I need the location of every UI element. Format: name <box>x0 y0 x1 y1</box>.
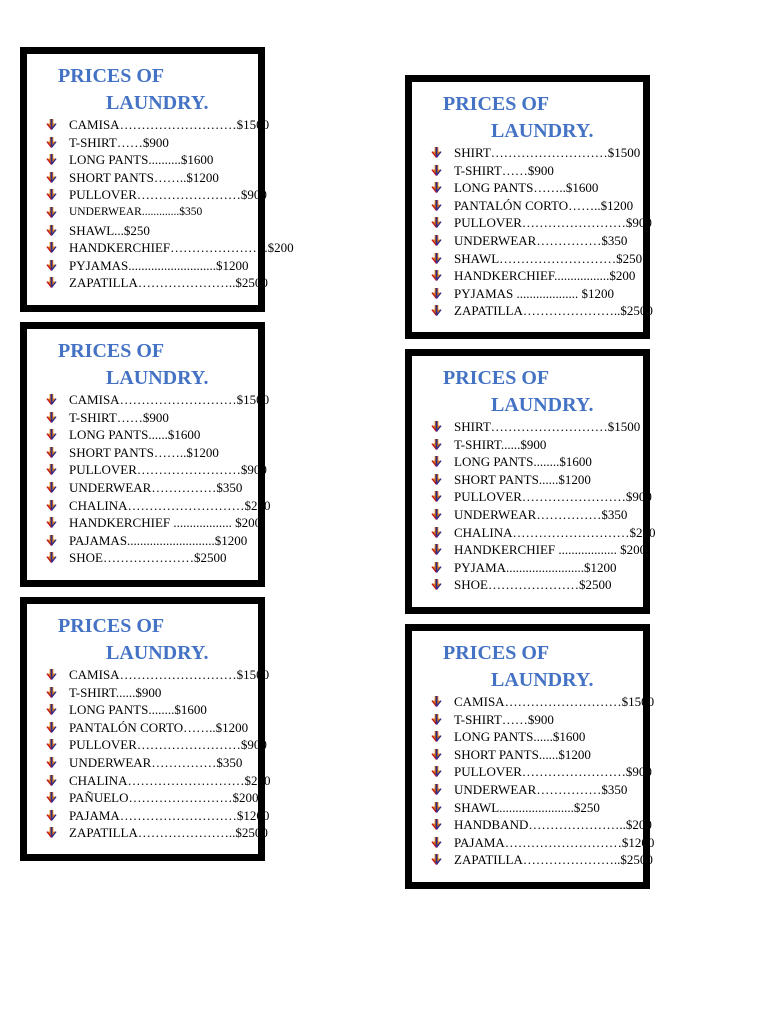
price-list-item <box>431 799 654 817</box>
price-item-text: SHORT PANTS……..$1200 <box>69 444 219 460</box>
price-list-item <box>431 471 656 489</box>
down-arrow-bullet-icon <box>431 439 442 450</box>
price-list-item <box>431 576 656 594</box>
price-list-item <box>46 426 271 444</box>
down-arrow-bullet-icon <box>431 579 442 590</box>
price-list-item <box>46 169 294 187</box>
down-arrow-bullet-icon <box>46 775 57 786</box>
price-item-text: SHAWL………………………$250 <box>454 250 643 266</box>
down-arrow-bullet-icon <box>431 544 442 555</box>
down-arrow-bullet-icon <box>431 421 442 432</box>
down-arrow-bullet-icon <box>431 182 442 193</box>
down-arrow-bullet-icon <box>46 482 57 493</box>
price-item-text: HANDKERCHIEF.................$200 <box>454 268 636 284</box>
price-item-text: HANDKERCHIEF .................. $200 <box>454 542 647 558</box>
price-item-text: CHALINA………………………$250 <box>69 772 271 788</box>
card-title-line1: PRICES OF <box>58 65 165 87</box>
card-title-line1: PRICES OF <box>58 340 165 362</box>
price-card-5 <box>20 597 271 861</box>
price-card-1 <box>20 47 294 312</box>
down-arrow-bullet-icon <box>431 854 442 865</box>
down-arrow-bullet-icon <box>431 200 442 211</box>
price-item-text: CAMISA………………………$1500 <box>69 117 270 132</box>
price-item-text: SHAWL.......................$250 <box>454 799 600 815</box>
price-item-text: PAÑUELO……………………$200 <box>69 790 259 806</box>
down-arrow-bullet-icon <box>46 154 57 165</box>
price-item-text: UNDERWEAR……………$350 <box>69 479 243 495</box>
down-arrow-bullet-icon <box>46 172 57 183</box>
price-item-text: PYJAMAS ................... $1200 <box>454 285 614 301</box>
price-item-text: PAJAMA………………………$1200 <box>69 807 270 823</box>
price-item-text: T-SHIRT……$900 <box>454 162 554 178</box>
price-list-item <box>46 824 271 842</box>
down-arrow-bullet-icon <box>46 137 57 148</box>
down-arrow-bullet-icon <box>431 217 442 228</box>
price-item-text: CAMISA………………………$1500 <box>69 667 270 682</box>
price-item-text: ZAPATILLA…………………..$2500 <box>454 852 653 868</box>
price-list-item <box>46 186 294 204</box>
down-arrow-bullet-icon <box>46 722 57 733</box>
price-list-item <box>46 151 294 169</box>
price-item-text: UNDERWEAR……………$350 <box>454 232 628 248</box>
down-arrow-bullet-icon <box>431 491 442 502</box>
price-list-item <box>431 506 656 524</box>
down-arrow-bullet-icon <box>431 474 442 485</box>
down-arrow-bullet-icon <box>46 242 57 253</box>
price-list-item <box>431 711 654 729</box>
price-item-text: PULLOVER……………………$900 <box>69 737 267 753</box>
down-arrow-bullet-icon <box>431 305 442 316</box>
price-list-item <box>431 179 653 197</box>
down-arrow-bullet-icon <box>46 464 57 475</box>
price-list-item <box>46 736 271 754</box>
down-arrow-bullet-icon <box>46 394 57 405</box>
down-arrow-bullet-icon <box>46 827 57 838</box>
price-item-text: LONG PANTS........$1600 <box>69 702 207 718</box>
price-list-item <box>46 461 271 479</box>
price-list-item <box>431 781 654 799</box>
price-list-item <box>46 754 271 772</box>
down-arrow-bullet-icon <box>46 412 57 423</box>
card-title-line2: LAUNDRY. <box>106 92 209 114</box>
down-arrow-bullet-icon <box>431 147 442 158</box>
price-item-text: CHALINA………………………$250 <box>69 497 271 513</box>
price-list-item <box>431 816 654 834</box>
price-list-item <box>431 250 653 268</box>
price-item-text: SHORT PANTS......$1200 <box>454 746 591 762</box>
price-list-item <box>431 418 656 436</box>
price-list-item <box>46 134 294 152</box>
price-list-item <box>431 746 654 764</box>
down-arrow-bullet-icon <box>431 253 442 264</box>
price-item-text: T-SHIRT......$900 <box>69 684 162 700</box>
down-arrow-bullet-icon <box>46 669 57 680</box>
card-title-line1: PRICES OF <box>58 615 165 637</box>
down-arrow-bullet-icon <box>431 270 442 281</box>
price-item-text: HANDBAND…………………..$200 <box>454 817 652 833</box>
down-arrow-bullet-icon <box>46 500 57 511</box>
down-arrow-bullet-icon <box>46 260 57 271</box>
down-arrow-bullet-icon <box>46 739 57 750</box>
price-list-item <box>431 302 653 320</box>
down-arrow-bullet-icon <box>431 509 442 520</box>
price-item-text: PANTALÓN CORTO……..$1200 <box>69 719 249 735</box>
card-title-line2: LAUNDRY. <box>491 669 594 691</box>
down-arrow-bullet-icon <box>431 456 442 467</box>
down-arrow-bullet-icon <box>431 235 442 246</box>
down-arrow-bullet-icon <box>46 447 57 458</box>
price-list-item <box>431 763 654 781</box>
down-arrow-bullet-icon <box>46 552 57 563</box>
price-item-text: LONG PANTS……..$1600 <box>454 180 599 196</box>
price-list <box>431 418 656 594</box>
price-list-item <box>46 701 271 719</box>
price-item-text: CHALINA………………………$250 <box>454 524 656 540</box>
price-list-item <box>431 285 653 303</box>
price-list-item <box>46 789 271 807</box>
price-item-text: T-SHIRT……$900 <box>454 711 554 727</box>
price-item-text: SHIRT………………………$1500 <box>454 419 641 434</box>
down-arrow-bullet-icon <box>46 687 57 698</box>
price-list-item <box>431 693 654 711</box>
price-list-item <box>431 728 654 746</box>
price-list-item <box>46 409 271 427</box>
price-item-text: CAMISA………………………$1500 <box>454 694 655 709</box>
price-item-text: PYJAMAS...........................$1200 <box>69 257 249 273</box>
price-list-item <box>46 532 271 550</box>
price-item-text: LONG PANTS..........$1600 <box>69 152 214 168</box>
price-list-item <box>46 204 294 222</box>
price-list-item <box>46 719 271 737</box>
price-list <box>46 666 271 842</box>
price-item-text: ZAPATILLA…………………..$2500 <box>454 303 653 319</box>
price-item-text: UNDERWEAR……………$350 <box>454 506 628 522</box>
price-list-item <box>46 257 294 275</box>
down-arrow-bullet-icon <box>46 277 57 288</box>
down-arrow-bullet-icon <box>46 810 57 821</box>
price-item-text: PULLOVER……………………$900 <box>454 215 652 231</box>
down-arrow-bullet-icon <box>46 225 57 236</box>
price-item-text: HANDKERCHIEF…………………..$200 <box>69 240 294 256</box>
price-list-item <box>46 666 271 684</box>
price-list <box>46 116 294 292</box>
price-item-text: SHORT PANTS......$1200 <box>454 471 591 487</box>
price-item-text: UNDERWEAR……………$350 <box>454 781 628 797</box>
down-arrow-bullet-icon <box>46 757 57 768</box>
price-list-item <box>431 453 656 471</box>
down-arrow-bullet-icon <box>431 749 442 760</box>
price-list <box>431 144 653 320</box>
down-arrow-bullet-icon <box>431 731 442 742</box>
price-item-text: PULLOVER……………………$900 <box>69 462 267 478</box>
down-arrow-bullet-icon <box>431 837 442 848</box>
price-list-item <box>46 222 294 240</box>
down-arrow-bullet-icon <box>431 562 442 573</box>
price-item-text: LONG PANTS......$1600 <box>454 729 586 745</box>
down-arrow-bullet-icon <box>431 165 442 176</box>
down-arrow-bullet-icon <box>46 792 57 803</box>
price-list-item <box>431 524 656 542</box>
price-item-text: CAMISA………………………$1500 <box>69 392 270 407</box>
down-arrow-bullet-icon <box>46 119 57 130</box>
down-arrow-bullet-icon <box>431 527 442 538</box>
price-list-item <box>46 116 294 134</box>
price-list-item <box>431 436 656 454</box>
down-arrow-bullet-icon <box>46 189 57 200</box>
price-list-item <box>46 549 271 567</box>
price-item-text: SHIRT………………………$1500 <box>454 145 641 160</box>
price-card-2 <box>405 75 653 339</box>
down-arrow-bullet-icon <box>431 819 442 830</box>
price-list-item <box>431 267 653 285</box>
price-item-text: UNDERWEAR.............$350 <box>69 205 203 218</box>
price-list-item <box>46 772 271 790</box>
price-list-item <box>431 559 656 577</box>
price-list-item <box>46 479 271 497</box>
price-item-text: LONG PANTS........$1600 <box>454 454 592 470</box>
price-list <box>46 391 271 567</box>
price-item-text: PAJAMA………………………$1200 <box>454 834 655 850</box>
price-item-text: LONG PANTS......$1600 <box>69 427 201 443</box>
card-title-line2: LAUNDRY. <box>106 367 209 389</box>
price-list-item <box>46 514 271 532</box>
price-list-item <box>431 541 656 559</box>
price-list <box>431 693 654 869</box>
down-arrow-bullet-icon <box>46 517 57 528</box>
price-item-text: SHOE…………………$2500 <box>454 577 612 593</box>
price-list-item <box>431 162 653 180</box>
card-title-line2: LAUNDRY. <box>491 394 594 416</box>
price-item-text: SHAWL...$250 <box>69 222 150 238</box>
card-title-line1: PRICES OF <box>443 642 550 664</box>
price-list-item <box>431 197 653 215</box>
price-list-item <box>431 214 653 232</box>
price-item-text: PULLOVER……………………$900 <box>454 764 652 780</box>
price-list-item <box>431 232 653 250</box>
price-item-text: PULLOVER……………………$900 <box>454 489 652 505</box>
price-card-6 <box>405 624 655 889</box>
price-item-text: PANTALÓN CORTO……..$1200 <box>454 197 634 213</box>
price-item-text: UNDERWEAR……………$350 <box>69 754 243 770</box>
price-item-text: SHOE…………………$2500 <box>69 550 227 566</box>
price-item-text: PULLOVER……………………$900 <box>69 187 267 203</box>
price-item-text: T-SHIRT......$900 <box>454 436 547 452</box>
price-item-text: SHORT PANTS……..$1200 <box>69 169 219 185</box>
price-list-item <box>46 684 271 702</box>
card-title-line2: LAUNDRY. <box>491 120 594 142</box>
down-arrow-bullet-icon <box>431 784 442 795</box>
down-arrow-bullet-icon <box>46 535 57 546</box>
price-item-text: T-SHIRT……$900 <box>69 409 169 425</box>
down-arrow-bullet-icon <box>46 207 57 218</box>
down-arrow-bullet-icon <box>46 429 57 440</box>
down-arrow-bullet-icon <box>431 802 442 813</box>
price-list-item <box>46 239 294 257</box>
price-card-3 <box>20 322 271 587</box>
down-arrow-bullet-icon <box>431 766 442 777</box>
price-list-item <box>431 851 654 869</box>
price-list-item <box>46 444 271 462</box>
price-list-item <box>46 391 271 409</box>
price-list-item <box>431 488 656 506</box>
price-item-text: PYJAMA........................$1200 <box>454 559 617 575</box>
price-list-item <box>431 144 653 162</box>
price-item-text: T-SHIRT……$900 <box>69 134 169 150</box>
price-list-item <box>46 807 271 825</box>
down-arrow-bullet-icon <box>46 704 57 715</box>
price-list-item <box>431 834 654 852</box>
price-card-4 <box>405 349 656 614</box>
price-list-item <box>46 274 294 292</box>
price-item-text: PAJAMAS...........................$1200 <box>69 532 248 548</box>
down-arrow-bullet-icon <box>431 714 442 725</box>
card-title-line1: PRICES OF <box>443 367 550 389</box>
card-title-line2: LAUNDRY. <box>106 642 209 664</box>
card-title-line1: PRICES OF <box>443 93 550 115</box>
down-arrow-bullet-icon <box>431 288 442 299</box>
price-list-item <box>46 497 271 515</box>
price-item-text: ZAPATILLA…………………..$2500 <box>69 825 268 841</box>
down-arrow-bullet-icon <box>431 696 442 707</box>
price-item-text: ZAPATILLA…………………..$2500 <box>69 275 268 291</box>
price-item-text: HANDKERCHIEF .................. $200 <box>69 515 262 531</box>
